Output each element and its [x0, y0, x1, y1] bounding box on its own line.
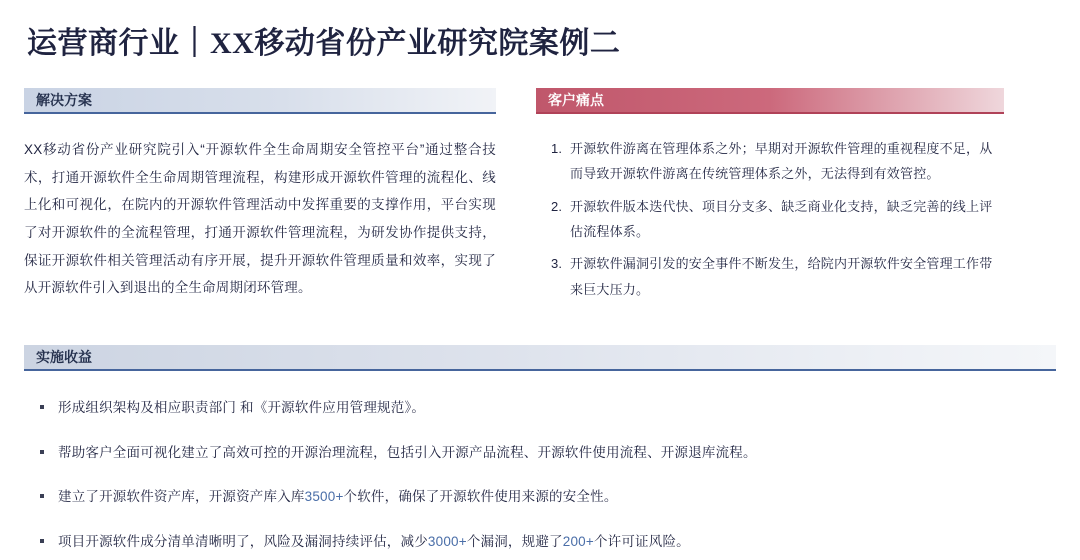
- pain-point-list: [536, 136, 1004, 302]
- solution-heading-bar: [24, 88, 496, 114]
- solution-heading-label: 解决方案: [36, 94, 92, 109]
- list-item: 1. 开源软件游离在管理体系之外；早期对开源软件管理的重视程度不足，从而导致开源软件游离在传统管理体系之外，无法得到有效管控。: [566, 136, 1004, 187]
- solution-paragraph: XX移动省份产业研究院引入“开源软件全生命周期安全管控平台”通过整合技术，打通开源软件全生命周期管理流程，构建形成开源软件管理的流程化、线上化和可视化，在院内的开源软件管理活动中发挥重要的支撑作用，平台实现了对开源软件的全流程管理，打通开源软件管理流程，为研发协作提供支持，保证开源软件相关管理活动有序开展，提升开源软件管理质量和效率，实现了从开源软件引入到退出的全生命周期闭环管理。: [24, 142, 496, 296]
- benefit-section: [24, 345, 1056, 552]
- list-item: 形成组织架构及相应职责部门 和《开源软件应用管理规范》。: [38, 397, 1056, 419]
- benefit-heading-bar: [24, 345, 1056, 371]
- page-title: 运营商行业｜XX移动省份产业研究院案例二: [27, 27, 621, 60]
- list-item: 帮助客户全面可视化建立了高效可控的开源治理流程，包括引入开源产品流程、开源软件使用流程、开源退库流程。: [38, 442, 1056, 464]
- pain-heading-label: 客户痛点: [548, 94, 604, 109]
- benefit-list: [24, 397, 1056, 552]
- pain-column: [536, 88, 1004, 309]
- two-column-area: [24, 88, 1056, 309]
- list-item: 3. 开源软件漏洞引发的安全事件不断发生，给院内开源软件安全管理工作带来巨大压力。: [566, 251, 1004, 302]
- solution-column: [24, 88, 496, 302]
- pain-heading-bar: [536, 88, 1004, 114]
- list-item: 项目开源软件成分清单清晰明了，风险及漏洞持续评估，减少3000+个漏洞，规避了200+个许可证风险。: [38, 531, 1056, 553]
- list-item: 2. 开源软件版本迭代快、项目分支多、缺乏商业化支持，缺乏完善的线上评估流程体系。: [566, 194, 1004, 245]
- benefit-heading-label: 实施收益: [36, 351, 92, 367]
- list-item: 建立了开源软件资产库，开源资产库入库3500+个软件，确保了开源软件使用来源的安全性。: [38, 486, 1056, 508]
